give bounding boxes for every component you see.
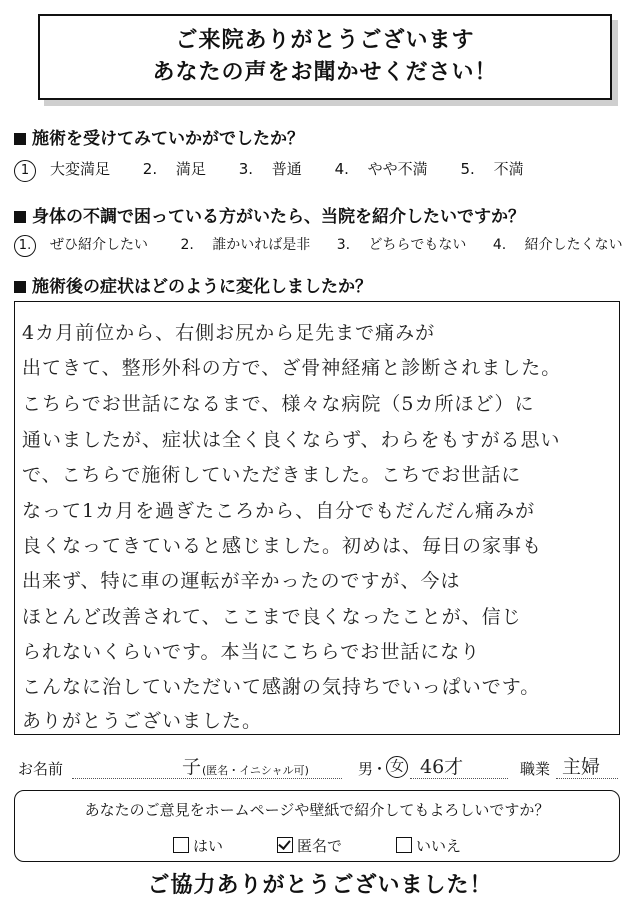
answer-line: で、こちらで施術していただきました。こちでお世話に (22, 464, 522, 486)
square-bullet-icon (14, 281, 26, 293)
consent-option-anonymous[interactable]: 匿名で (277, 835, 342, 856)
checkbox-icon[interactable] (396, 837, 412, 853)
option-2: 2. 誰かいれば是非 (180, 237, 311, 253)
question-3 (14, 272, 372, 297)
question-2-text: 身体の不調で困っている方がいたら、当院を紹介したいですか？ (32, 207, 525, 227)
circled-number-icon: 1. (14, 235, 36, 257)
name-note: (匿名・イニシャル可) (202, 764, 309, 777)
job-value: 主婦 (562, 756, 601, 778)
square-bullet-icon (14, 133, 26, 145)
title-box (38, 14, 612, 100)
option-1: 1. ぜひ紹介したい (14, 237, 162, 253)
question-1 (14, 124, 304, 149)
name-value: 子 (182, 756, 202, 778)
consent-box (14, 790, 620, 862)
checkbox-checked-icon[interactable] (277, 837, 293, 853)
answer-line: られないくらいです。本当にこちらでお世話になり (22, 641, 481, 663)
circled-gender-icon: 女 (386, 756, 408, 778)
circled-number-icon: 1 (14, 160, 36, 182)
checkbox-icon[interactable] (173, 837, 189, 853)
option-4: 4. やや不満 (334, 160, 428, 178)
consent-option-no[interactable]: いいえ (396, 835, 461, 856)
gender-separator: ・ (372, 760, 388, 778)
square-bullet-icon (14, 211, 26, 223)
name-underline (72, 778, 342, 779)
job-label: 職業 (520, 760, 551, 778)
question-1-text: 施術を受けてみていかがでしたか？ (32, 129, 304, 149)
option-2: 2. 満足 (142, 160, 206, 178)
answer-line: 4カ月前位から、右側お尻から足先まで痛みが (22, 322, 436, 344)
question-2-options (14, 234, 637, 257)
gender-female-selected (386, 756, 410, 778)
answer-line: こんなに治していただいて感謝の気持ちでいっぱいです。 (22, 676, 541, 698)
answer-line: 通いましたが、症状は全く良くならず、わらをもすがる思い (22, 429, 561, 451)
answer-line: 出来ず、特に車の運転が辛かったのですが、今は (22, 570, 461, 592)
answer-line: ほとんど改善されて、ここまで良くなったことが、信じ (22, 606, 522, 628)
title-line-1: ご来院ありがとうございます (175, 28, 475, 53)
answer-line: 良くなってきていると感じました。初めは、毎日の家事も (22, 535, 543, 557)
name-label: お名前 (18, 760, 64, 778)
answer-line: こちらでお世話になるまで、様々な病院（5カ所ほど）に (22, 393, 535, 415)
answer-line: 出てきて、整形外科の方で、ざ骨神経痛と診断されました。 (22, 357, 562, 379)
option-5: 5. 不満 (460, 160, 524, 178)
option-1: 1 大変満足 (14, 160, 124, 178)
answer-line: ありがとうございました。 (22, 710, 263, 732)
option-3: 3. 普通 (238, 160, 302, 178)
consent-question: あなたのご意見をホームページや壁紙で紹介してもよろしいですか？ (84, 801, 550, 819)
question-3-text: 施術後の症状はどのように変化しましたか？ (32, 277, 372, 297)
title-line-2: あなたの声をお聞かせください！ (152, 60, 498, 85)
age-value: 46才 (420, 756, 464, 778)
gender-male: 男 (358, 760, 374, 778)
option-3: 3. どちらでもない (336, 237, 467, 253)
consent-options (15, 835, 619, 856)
consent-option-yes[interactable]: はい (173, 835, 223, 856)
option-4: 4. 紹介したくない (492, 237, 623, 253)
footer-thanks: ご協力ありがとうございました！ (147, 873, 493, 898)
question-1-options (14, 158, 552, 182)
answer-line: なって1カ月を過ぎたころから、自分でもだんだん痛みが (22, 500, 536, 522)
question-2 (14, 202, 525, 227)
